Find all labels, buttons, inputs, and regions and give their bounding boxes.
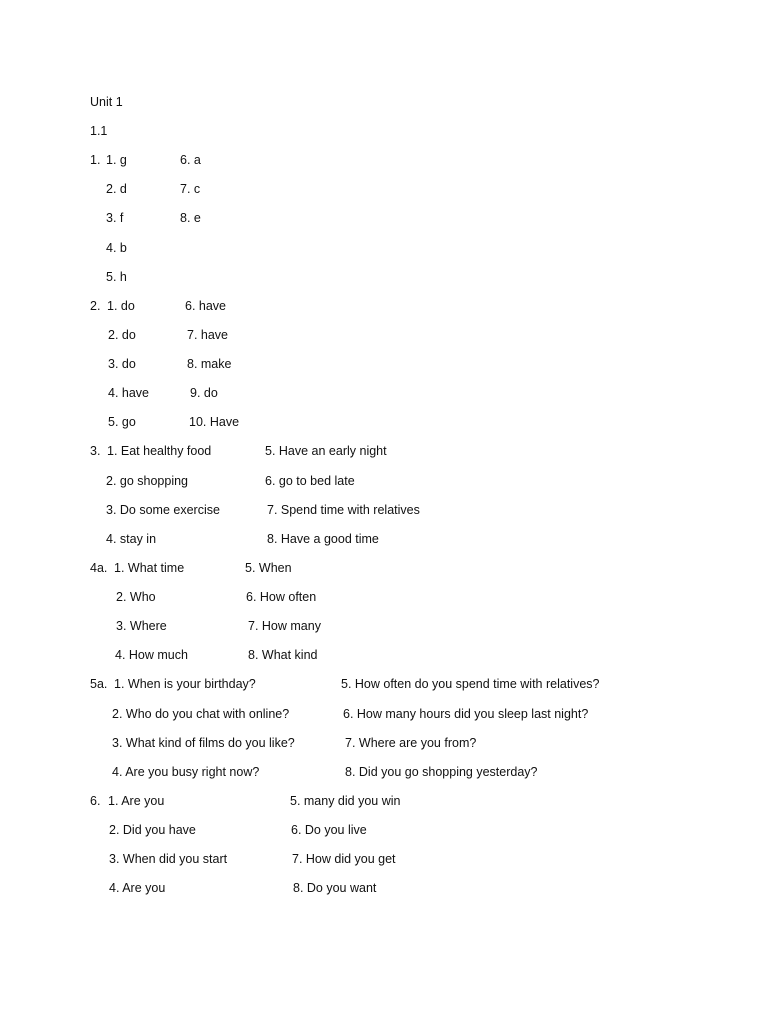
exercise-2-answer: 4. have	[108, 386, 150, 400]
exercise-3-answer: 5. Have an early night	[265, 444, 387, 458]
exercise-2-answer: 2. do	[108, 328, 136, 342]
exercise-5a-answer: 1. When is your birthday?	[114, 677, 256, 691]
exercise-4a-answer: 4. How much	[115, 648, 188, 662]
exercise-3-answer: 3. Do some exercise	[106, 503, 220, 517]
exercise-3-answer: 4. stay in	[106, 532, 157, 546]
unit-title: Unit 1	[90, 95, 123, 109]
exercise-3-answer: 2. go shopping	[106, 474, 189, 488]
exercise-2-answer: 10. Have	[189, 415, 240, 429]
exercise-1-number: 1.	[90, 153, 101, 167]
exercise-6-answer: 8. Do you want	[293, 881, 377, 895]
exercise-6-answer: 5. many did you win	[290, 794, 401, 808]
exercise-1-answer: 5. h	[106, 270, 127, 284]
exercise-4a-answer: 8. What kind	[248, 648, 318, 662]
exercise-1-answer: 2. d	[106, 182, 127, 196]
exercise-6-answer: 4. Are you	[109, 881, 166, 895]
exercise-4a-answer: 5. When	[245, 561, 292, 575]
exercise-3-answer: 1. Eat healthy food	[107, 444, 212, 458]
exercise-6-answer: 1. Are you	[108, 794, 165, 808]
exercise-5a-answer: 6. How many hours did you sleep last night?	[343, 707, 589, 721]
exercise-4a-answer: 7. How many	[248, 619, 321, 633]
exercise-2-answer: 7. have	[187, 328, 229, 342]
exercise-1-answer: 1. g	[106, 153, 127, 167]
exercise-2-number: 2.	[90, 299, 101, 313]
exercise-2-answer: 5. go	[108, 415, 136, 429]
exercise-5a-answer: 7. Where are you from?	[345, 736, 477, 750]
exercise-2-answer: 9. do	[190, 386, 218, 400]
exercise-1-answer: 6. a	[180, 153, 201, 167]
exercise-1-answer: 4. b	[106, 241, 127, 255]
exercise-5a-answer: 4. Are you busy right now?	[112, 765, 260, 779]
exercise-5a-number: 5a.	[90, 677, 108, 691]
section-number: 1.1	[90, 124, 108, 138]
exercise-4a-answer: 6. How often	[246, 590, 317, 604]
exercise-2-answer: 6. have	[185, 299, 227, 313]
exercise-4a-answer: 2. Who	[116, 590, 156, 604]
exercise-6-answer: 7. How did you get	[292, 852, 396, 866]
exercise-5a-answer: 5. How often do you spend time with relatives?	[341, 677, 600, 691]
exercise-3-answer: 7. Spend time with relatives	[267, 503, 420, 517]
exercise-4a-answer: 1. What time	[114, 561, 185, 575]
exercise-4a-answer: 3. Where	[116, 619, 167, 633]
exercise-1-answer: 7. c	[180, 182, 201, 196]
exercise-4a-number: 4a.	[90, 561, 108, 575]
exercise-3-number: 3.	[90, 444, 101, 458]
exercise-2-answer: 8. make	[187, 357, 232, 371]
exercise-1-answer: 8. e	[180, 211, 201, 225]
exercise-6-answer: 6. Do you live	[291, 823, 367, 837]
exercise-3-answer: 8. Have a good time	[267, 532, 379, 546]
exercise-6-answer: 3. When did you start	[109, 852, 228, 866]
exercise-6-number: 6.	[90, 794, 101, 808]
exercise-2-answer: 1. do	[107, 299, 135, 313]
exercise-5a-answer: 3. What kind of films do you like?	[112, 736, 295, 750]
exercise-6-answer: 2. Did you have	[109, 823, 196, 837]
exercise-5a-answer: 2. Who do you chat with online?	[112, 707, 290, 721]
exercise-5a-answer: 8. Did you go shopping yesterday?	[345, 765, 538, 779]
exercise-3-answer: 6. go to bed late	[265, 474, 355, 488]
exercise-2-answer: 3. do	[108, 357, 136, 371]
exercise-1-answer: 3. f	[106, 211, 124, 225]
